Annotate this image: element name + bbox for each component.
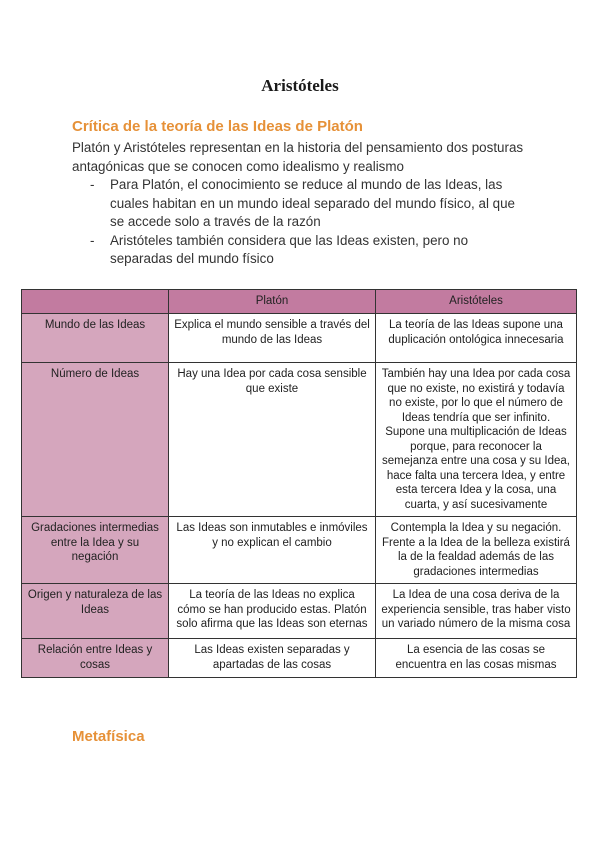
aristoteles-cell: La Idea de una cosa deriva de la experiencia sensible, tras haber visto un variado número de la misma cosa: [376, 584, 577, 639]
aristoteles-cell: Contempla la Idea y su negación. Frente a la Idea de la belleza existirá la de la fealdad además de las gradaciones intermedias: [376, 517, 577, 584]
platon-cell: Las Ideas son inmutables e inmóviles y no explican el cambio: [169, 517, 376, 584]
row-label: Número de Ideas: [22, 363, 169, 517]
row-label: Relación entre Ideas y cosas: [22, 639, 169, 678]
table-header-row: [22, 290, 577, 314]
table-row: [22, 639, 577, 678]
bullet-item: - Aristóteles también considera que las Ideas existen, pero no separadas del mundo físico: [90, 232, 530, 269]
platon-cell: La teoría de las Ideas no explica cómo se han producido estas. Platón solo afirma que las Ideas son eternas: [169, 584, 376, 639]
row-label: Mundo de las Ideas: [22, 314, 169, 363]
platon-cell: Hay una Idea por cada cosa sensible que existe: [169, 363, 376, 517]
aristoteles-cell: También hay una Idea por cada cosa que no existe, no existirá y todavía no existe, por lo que el número de Ideas tendría que ser infinito. Supone una multiplicación de Ideas porque, para reconocer la semejanza entre una cosa y su Idea, hace falta una tercera Idea, y entre esta tercera Idea y la cosa, una cuarta, y así sucesivamente: [376, 363, 577, 517]
header-cell-empty: [22, 290, 169, 314]
aristoteles-cell: La esencia de las cosas se encuentra en las cosas mismas: [376, 639, 577, 678]
table-row: [22, 517, 577, 584]
platon-cell: Explica el mundo sensible a través del mundo de las Ideas: [169, 314, 376, 363]
intro-paragraph: Platón y Aristóteles representan en la historia del pensamiento dos posturas antagónicas que se conocen como idealismo y realismo: [72, 140, 524, 174]
row-label: Gradaciones intermedias entre la Idea y su negación: [22, 517, 169, 584]
comparison-table: [21, 289, 577, 678]
header-cell-aristoteles: Aristóteles: [376, 290, 577, 314]
row-label: Origen y naturaleza de las Ideas: [22, 584, 169, 639]
table-row: [22, 584, 577, 639]
table-row: [22, 314, 577, 363]
header-cell-platon: Platón: [169, 290, 376, 314]
aristoteles-cell: La teoría de las Ideas supone una duplicación ontológica innecesaria: [376, 314, 577, 363]
table-row: [22, 363, 577, 517]
section-heading-metafisica: Metafísica: [72, 728, 145, 745]
platon-cell: Las Ideas existen separadas y apartadas de las cosas: [169, 639, 376, 678]
bullet-item: - Para Platón, el conocimiento se reduce al mundo de las Ideas, las cuales habitan en un mundo ideal separado del mundo físico, al que se accede solo a través de la razón: [90, 176, 530, 232]
section-heading-critica: Crítica de la teoría de las Ideas de Platón: [72, 118, 363, 135]
bullet-list: [90, 176, 530, 269]
page-title: Aristóteles: [261, 76, 339, 95]
